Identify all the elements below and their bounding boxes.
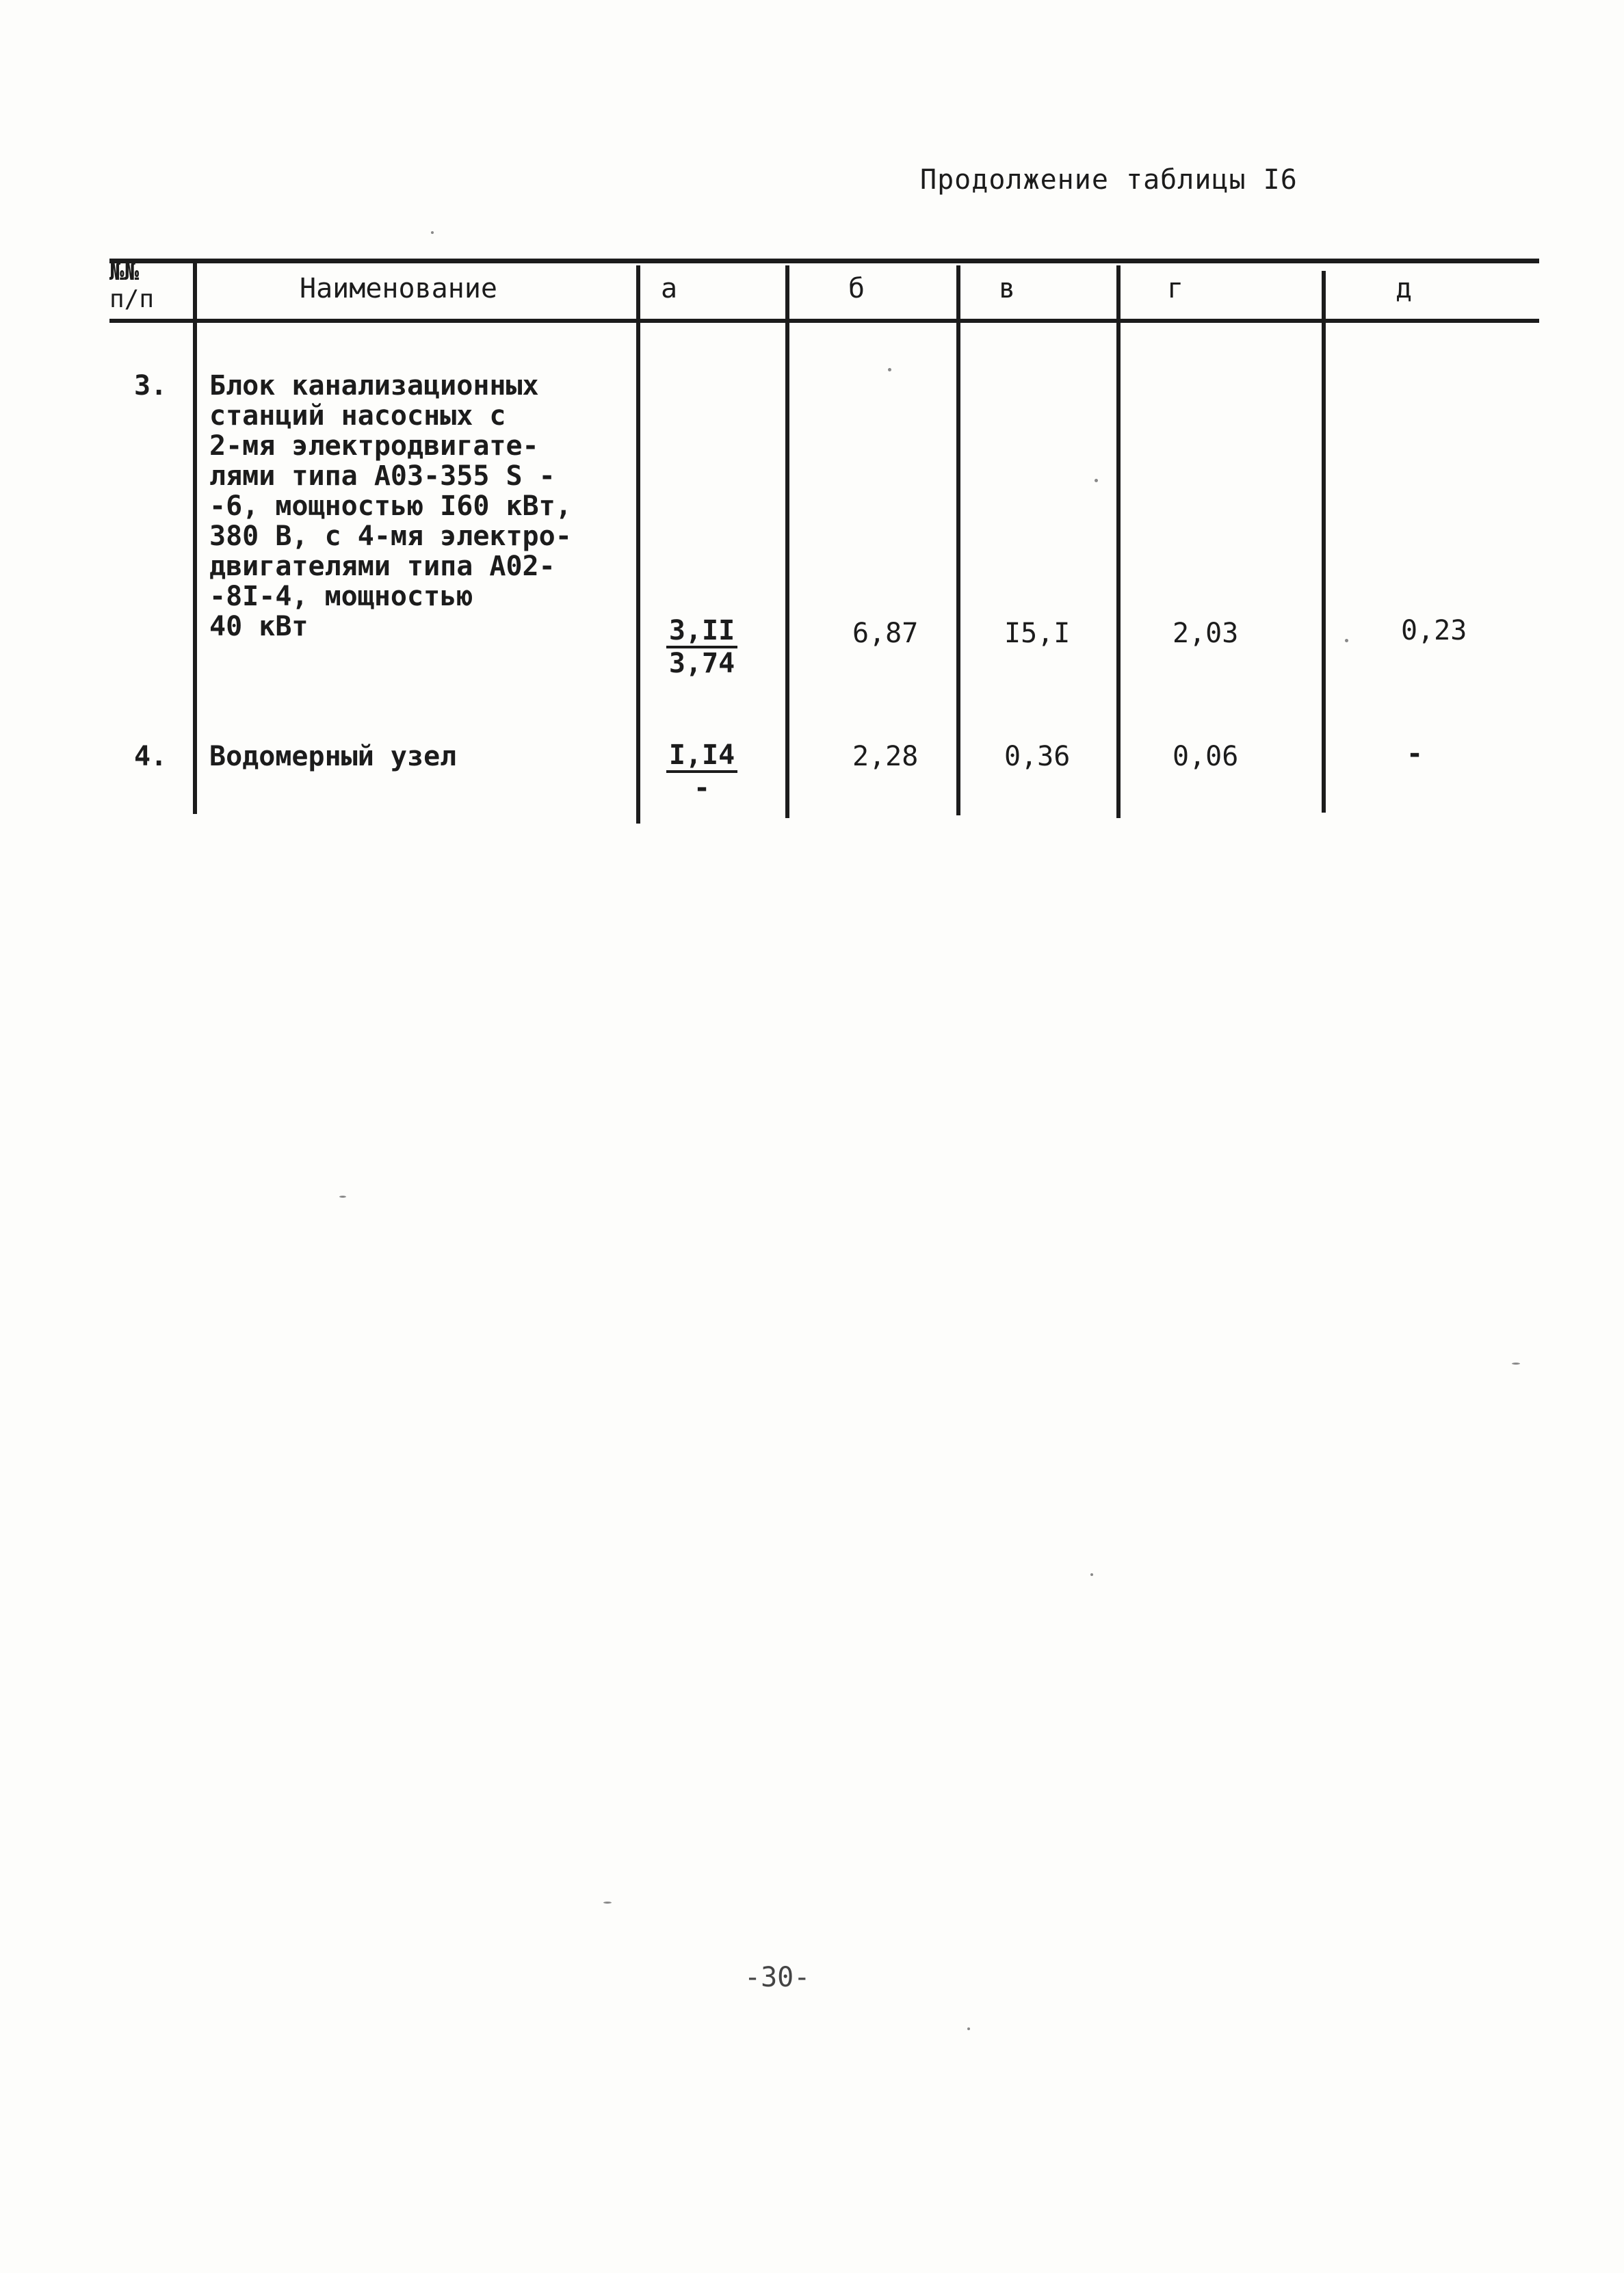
scan-speck	[431, 231, 434, 234]
page-number: -30-	[744, 1962, 811, 1993]
row-3-name-line: станций насосных с	[209, 400, 506, 432]
header-col-b: б	[848, 273, 865, 304]
header-col-v: в	[999, 273, 1016, 304]
row-4-name: Водомерный узел	[209, 741, 457, 772]
row-3-name-line: лями типа А03-355 S -	[209, 460, 555, 492]
column-divider-4	[956, 265, 960, 815]
row-3-name-line: Блок канализационных	[209, 370, 539, 402]
row-3-col-a-denominator: 3,74	[668, 648, 735, 679]
row-4-col-a-denominator: -	[693, 772, 711, 804]
row-3-name-line: -8I-4, мощностью	[209, 581, 473, 612]
table-continuation-caption: Продолжение таблицы I6	[920, 164, 1298, 196]
row-4-col-v: 0,36	[1004, 741, 1071, 772]
scan-speck	[888, 368, 891, 371]
column-divider-6	[1322, 271, 1326, 813]
row-3-name-line: -6, мощностью I60 кВт,	[209, 490, 572, 522]
row-4-col-a	[661, 741, 743, 802]
row-3-name-line: двигателями типа А02-	[209, 551, 555, 582]
column-divider-2	[636, 265, 640, 824]
scan-speck	[967, 2027, 970, 2030]
row-4-col-d: -	[1406, 738, 1424, 770]
row-3-name-line: 380 В, с 4-мя электро-	[209, 521, 572, 552]
scan-speck	[1095, 479, 1098, 482]
scan-speck	[603, 1902, 612, 1904]
row-3-col-d: 0,23	[1401, 615, 1467, 646]
row-3-col-v: I5,I	[1004, 618, 1071, 649]
row-4-col-b: 2,28	[852, 741, 919, 772]
row-3-col-a-numerator: 3,II	[666, 617, 737, 648]
row-3-number: 3.	[134, 370, 168, 402]
header-number-sub: п/п	[109, 285, 155, 313]
row-3-name-line: 40 кВт	[209, 611, 309, 642]
row-4-number: 4.	[134, 741, 168, 772]
header-name: Наименование	[300, 273, 497, 304]
header-number-label: №№	[109, 258, 140, 286]
header-number	[109, 259, 154, 313]
row-3-col-b: 6,87	[852, 618, 919, 649]
scan-speck	[1512, 1363, 1520, 1365]
scan-speck	[1090, 1573, 1093, 1576]
row-4-col-g: 0,06	[1173, 741, 1239, 772]
column-divider-1	[193, 260, 197, 814]
row-4-col-a-numerator: I,I4	[666, 741, 737, 773]
header-col-g: г	[1167, 273, 1184, 304]
scan-speck	[1345, 639, 1348, 642]
header-col-a: а	[661, 273, 678, 304]
column-divider-3	[785, 265, 789, 818]
header-col-d: д	[1396, 273, 1413, 304]
row-3-col-a	[661, 617, 743, 677]
row-3-name-line: 2-мя электродвигате-	[209, 430, 539, 462]
row-3-col-g: 2,03	[1173, 618, 1239, 649]
scan-speck	[339, 1196, 346, 1198]
table-top-rule	[109, 259, 1539, 263]
column-divider-5	[1116, 265, 1121, 818]
row-3-name	[209, 371, 572, 642]
